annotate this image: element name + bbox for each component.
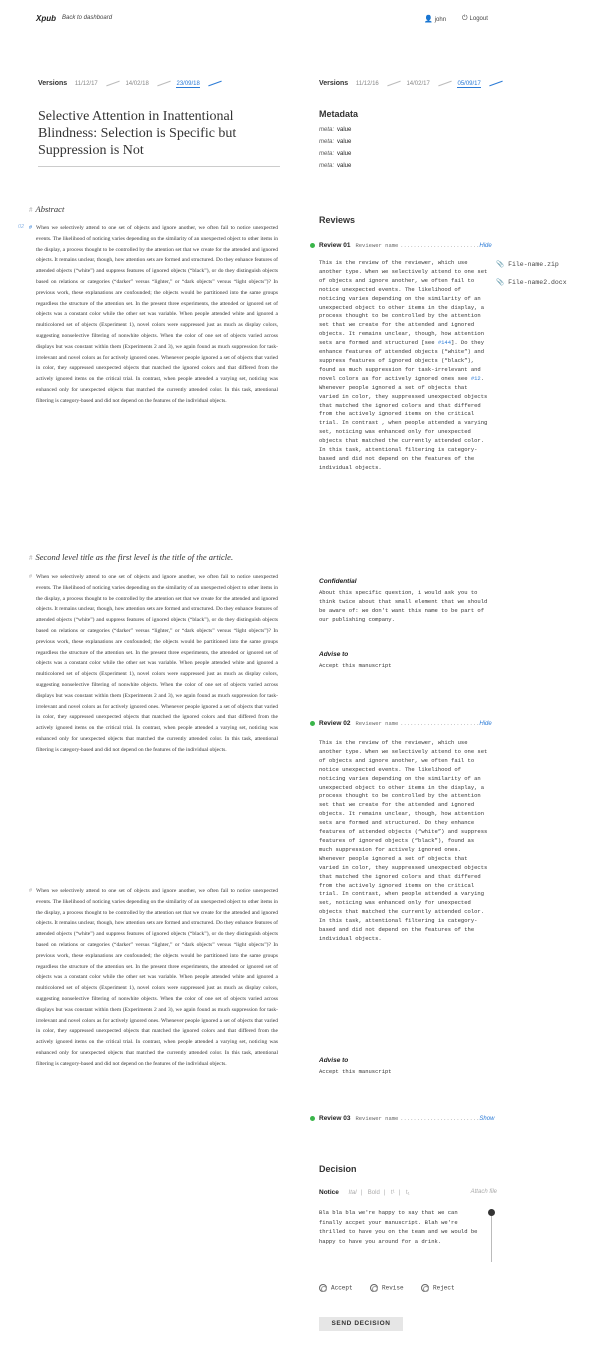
paragraph-hash-icon[interactable]: #	[29, 225, 32, 231]
brand-logo[interactable]: Xpub	[36, 14, 56, 23]
version-divider	[157, 81, 170, 87]
second-level-heading: # Second level title as the first level is the title of the article.	[29, 552, 234, 562]
decision-title: Decision	[319, 1164, 357, 1174]
logout-button[interactable]	[462, 15, 488, 23]
paragraph-hash-icon[interactable]: #	[29, 574, 32, 580]
send-decision-button[interactable]: SEND DECISION	[319, 1317, 403, 1331]
decision-textarea[interactable]: Bla bla bla we're happy to say that we can finally accpet your manuscript. Blah we're thrilled to have you on the team and we would be happy to have you around for a drink.	[319, 1209, 478, 1245]
advise-text: Accept this manuscript	[319, 1068, 392, 1075]
version-divider	[208, 81, 221, 87]
reviewer-name: Reviewer name	[355, 242, 399, 249]
abstract-paragraph[interactable]: # When we selectively attend to one set of objects and ignore another, we often fail to notice unexpected events. The likelihood of noticing varies depending on the similarity of an unexpected object to other items in the display, a process thought to be controlled by the attention set that we create for the attended and ignored objects. It remains unclear, though, how attention sets are formed and structured. Do they enhance features of attended objects (“white”) and suppress features of ignored objects (“black”), or do they distinguish objects based on relations or categories (“darker” versus “lighter,” or “dark objects” versus “light objects”)? In previous work, these explanations are confounded; the objects would be partitioned into the same groups regardless the structure of the attention set. In the present three experiments, the attended or ignored set of objects was a constant color while the other set was variable. When people attended white and ignored a multicolored set of objects (Experiment 1), novel colors were suppressed just as much as display colors, suggesting nonselective filtering of nonwhite objects. When the color of one set of objects varied across displays but was constant within them (Experiments 2 and 3), we again found as much suppression for task-irrelevant and novel colors as for actively ignored ones. Whenever people ignored a set of objects that varied in color, they suppressed unexpected objects that matched the ignored colors and that differed from the actively ignored items on the critical trial. In contrast, when people attended a varying set, noticing was enhanced only for unexpected objects that matched the currently attended color. In this task, attentional filtering is category-based and did not depend on the features of the individual objects.	[29, 225, 278, 404]
editor-toolbar	[319, 1189, 497, 1196]
version-item[interactable]: 11/12/16	[355, 81, 379, 87]
bold-button[interactable]: Bold	[367, 1190, 380, 1196]
radio-icon	[370, 1284, 378, 1292]
version-divider	[489, 81, 502, 87]
status-dot-icon	[310, 1116, 315, 1121]
version-item[interactable]: 14/02/17	[406, 81, 430, 87]
review-label: Review 03	[319, 1115, 351, 1122]
metadata-row: meta: value	[319, 163, 352, 169]
toolbar-divider: |	[383, 1190, 386, 1196]
reference-link[interactable]: #144	[437, 339, 452, 347]
power-icon: ⏻	[462, 15, 468, 22]
reviewer-name: Reviewer name	[355, 1115, 399, 1122]
version-item-selected[interactable]: 05/09/17	[457, 81, 481, 87]
version-item[interactable]: 11/12/17	[74, 81, 98, 87]
paragraph-number: 02	[18, 224, 25, 230]
subscript-button[interactable]: t₁	[405, 1190, 410, 1196]
review-01-header	[310, 242, 500, 249]
review-03-header	[310, 1115, 500, 1122]
paragraph-hash-icon[interactable]: #	[29, 888, 32, 894]
version-divider	[387, 81, 400, 87]
reference-link[interactable]: #12	[470, 374, 481, 382]
accept-radio[interactable]: Accept	[319, 1284, 353, 1292]
attachment-file[interactable]: 📎 File-name2.docx	[496, 279, 567, 286]
toolbar-divider: |	[398, 1190, 401, 1196]
body-paragraph[interactable]: # When we selectively attend to one set of objects and ignore another, we often fail to notice unexpected events. The likelihood of noticing varies depending on the similarity of an unexpected object to other items in the display, a process thought to be controlled by the attention set that we create for the attended and ignored objects. It remains unclear, though, how attention sets are formed and structured. Do they enhance features of attended objects (“white”) and suppress features of ignored objects (“black”), or do they distinguish objects based on relations or categories (“darker” versus “lighter,” or “dark objects” versus “light objects”)? In previous work, these explanations are confounded; the objects would be partitioned into the same groups regardless the structure of the attention set. In the present three experiments, the attended or ignored set of objects was a constant color while the other set was variable. When people attended white and ignored a multicolored set of objects (Experiment 1), novel colors were suppressed just as much as display colors, suggesting nonselective filtering of nonwhite objects. When the color of one set of objects varied across displays but was constant within them (Experiments 2 and 3), we again found as much suppression for task-irrelevant and novel colors as for actively ignored ones. Whenever people ignored a set of objects that varied in color, they suppressed unexpected objects that matched the ignored colors and that differed from the actively ignored items on the critical trial. In contrast, when people attended a varying set, noticing was enhanced only for unexpected objects that matched the currently attended color. In this task, attentional filtering is category-based and did not depend on the features of the individual objects.	[29, 888, 278, 1067]
confidential-label: Confidential	[319, 578, 357, 585]
versions-right	[319, 80, 507, 94]
notice-label: Notice	[319, 1189, 339, 1196]
revise-radio[interactable]: Revise	[370, 1284, 404, 1292]
user-name: john	[434, 17, 447, 23]
leader-dots: ........................	[400, 242, 480, 249]
status-dot-icon	[310, 721, 315, 726]
status-dot-icon	[310, 243, 315, 248]
body-paragraph[interactable]: # When we selectively attend to one set of objects and ignore another, we often fail to notice unexpected events. The likelihood of noticing varies depending on the similarity of an unexpected object to other items in the display, a process thought to be controlled by the attention set that we create for the attended and ignored objects. It remains unclear, though, how attention sets are formed and structured. Do they enhance features of attended objects (“white”) and suppress features of ignored objects (“black”), or do they distinguish objects based on relations or categories (“darker” versus “lighter,” or “dark objects” versus “light objects”)? In previous work, these explanations are confounded; the objects would be partitioned into the same groups regardless the structure of the attention set. In the present three experiments, the attended or ignored set of objects was a constant color while the other set was variable. When people attended white and ignored a multicolored set of objects (Experiment 1), novel colors were suppressed just as much as display colors, suggesting nonselective filtering of nonwhite objects. When the color of one set of objects varied across displays but was constant within them (Experiments 2 and 3), we again found as much suppression for task-irrelevant and novel colors as for actively ignored ones. Whenever people ignored a set of objects that varied in color, they suppressed unexpected objects that matched the ignored colors and that differed from the actively ignored items on the critical trial. In contrast, when people attended a varying set, noticing was enhanced only for unexpected objects that matched the currently attended color. In this task, attentional filtering is category-based and did not depend on the features of the individual objects.	[29, 574, 278, 753]
versions-label: Versions	[319, 80, 349, 87]
confidential-text: About this specific question, i would ask you to think twice about that small element that we should be aware of: we don't want this name to be part of our publishing company.	[319, 589, 488, 623]
versions-label: Versions	[38, 80, 68, 87]
user-icon: 👤	[424, 16, 433, 23]
advise-text: Accept this manuscript	[319, 662, 392, 669]
review-label: Review 01	[319, 242, 351, 249]
attachment-file[interactable]: 📎 File-name.zip	[496, 261, 559, 268]
hide-review-toggle[interactable]: Hide	[479, 721, 492, 727]
reviewer-name: Reviewer name	[355, 720, 399, 727]
top-bar	[0, 0, 597, 40]
hash-icon: #	[29, 206, 33, 214]
reject-radio[interactable]: Reject	[421, 1284, 455, 1292]
advise-label: Advise to	[319, 651, 349, 658]
versions-left	[38, 80, 226, 94]
version-divider	[106, 81, 119, 87]
hide-review-toggle[interactable]: Hide	[479, 243, 492, 249]
hash-icon: #	[29, 554, 33, 562]
paperclip-icon: 📎	[496, 261, 505, 268]
editor-scroll-handle[interactable]	[488, 1209, 495, 1216]
superscript-button[interactable]: t¹	[391, 1190, 395, 1196]
radio-icon	[319, 1284, 327, 1292]
editor-scrollbar[interactable]	[491, 1212, 492, 1262]
radio-icon	[421, 1284, 429, 1292]
attach-file-button[interactable]: Attach file	[470, 1189, 497, 1195]
abstract-heading: # Abstract	[29, 204, 65, 214]
logout-label: Logout	[469, 16, 488, 22]
reviews-title: Reviews	[319, 215, 356, 225]
article-title: Selective Attention in Inattentional Blindness: Selection is Specific but Suppression is Not	[38, 109, 237, 158]
show-review-toggle[interactable]: Show	[479, 1116, 495, 1122]
toolbar-divider: |	[360, 1190, 363, 1196]
metadata-row: meta: value	[319, 139, 352, 145]
metadata-title: Metadata	[319, 109, 359, 119]
title-divider	[38, 166, 280, 167]
version-item[interactable]: 14/02/18	[125, 81, 149, 87]
metadata-row: meta: value	[319, 151, 352, 157]
italic-button[interactable]: Ital	[348, 1190, 357, 1196]
review-label: Review 02	[319, 720, 351, 727]
advise-label: Advise to	[319, 1057, 349, 1064]
version-divider	[438, 81, 451, 87]
user-menu[interactable]	[424, 15, 446, 23]
leader-dots: ........................	[400, 1115, 480, 1122]
leader-dots: ........................	[400, 720, 480, 727]
review-01-text: This is the review of the reviewer, which use another type. When we selectively attend to one set of objects and ignore another, we often fail to notice unexpected events. The likelihood of noticing varies depending on the similarity of an unexpected object to other items in the display, a process thought to be controlled by the attention set that we create for the attended and ignored objects. It remains unclear, though, how attention sets are formed and structured [see #144]. Do they enhance features of attended objects (“white”) and suppress features of ignored objects (“black”), found as much suppression for task-irrelevant and novel colors as for actively ignored ones see #12. Whenever people ignored a set of objects that varied in color, they suppressed unexpected objects that matched the ignored colors and that differed from the actively ignored items on the critical trial. In contrast , when people attended a varying set, noticing was enhanced only for unexpected objects that matched the currently attended color. In this task, attentional filtering is category-based and did not depend on the features of the individual objects.	[319, 259, 488, 471]
paperclip-icon: 📎	[496, 279, 505, 286]
metadata-row: meta: value	[319, 127, 352, 133]
review-02-header	[310, 720, 500, 727]
back-to-dashboard-link[interactable]: Back to dashboard	[62, 15, 113, 21]
review-02-text: This is the review of the reviewer, which use another type. When we selectively attend to one set of objects and ignore another, we often fail to notice unexpected events. The likelihood of noticing varies depending on the similarity of an unexpected object to other items in the display, a process thought to be controlled by the attention set that we create for the attended and ignored objects. It remains unclear, though, how attention sets are formed and structured. Do they enhance features of attended objects (“white”) and suppress features of ignored objects (“black”), found as much suppression for actively ignored ones. Whenever people ignored a set of objects that varied in color, they suppressed unexpected objects that matched the ignored colors and that differed from the actively ignored items on the critical trial. In contrast, when people attended a varying set, noticing was enhanced only for unexpected objects that matched the currently attended color. In this task, attentional filtering is category-based and did not depend on the features of the individual objects.	[319, 739, 488, 942]
version-item-selected[interactable]: 23/09/18	[176, 81, 200, 87]
